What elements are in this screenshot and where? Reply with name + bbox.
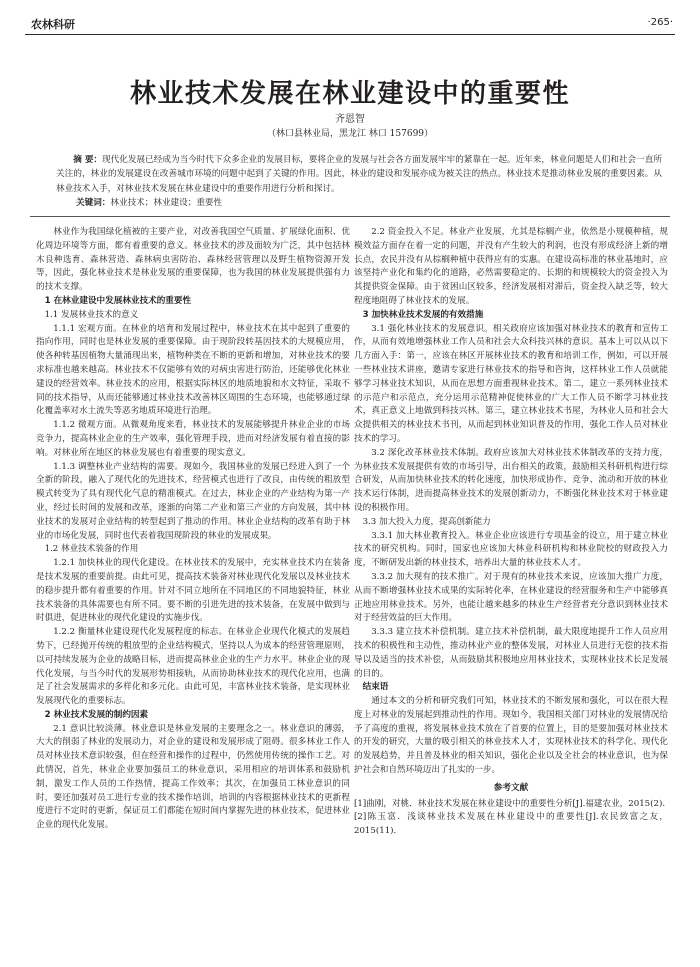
section-heading: 1 在林业建设中发展林业技术的重要性 [44,295,192,306]
paragraph: 通过本文的分析和研究我们可知，林业技术的不断发展和强化，可以在很大程度上对林业的发展起到推动性的作用。现如今，我国相关部门对林业的发展情况给予了高度的重视，将发展林业技术放在了首要的位置上，目的是要加强对林业技术的开发的研究，大量的吸引相关的林业技术人才，实现林业技术的科学化、现代化的发展趋势，并且普及林业的相关知识，强化企业以及全社会的林业意识，也为保护社会和自然环境迈出了扎实的一步。 [354,696,668,776]
page-number: ·265· [647,17,673,28]
section-heading: 结束语 [362,682,389,693]
paragraph: 1.1.2 微观方面。从微观角度来看，林业技术的发展能够提升林业企业的市场竞争力，提高林业企业的生产效率，强化管理手段，进而对经济发展有着直接的影响。对林业所在地区的林业发展也有着重要的现实意义。 [36,420,350,458]
journal-name: 农林科研 [31,18,75,31]
paragraph: 1.1.1 宏观方面。在林业的培育和发展过程中，林业技术在其中起到了重要的指向作用，同时也是林业发展的重要保障。由于现阶段转基因技术的大规模应用，使各种转基因植物大量涌现出来，植物种类在不断的更新和增加，对林业技术的要求标准也越来越高。林业技术不仅能够有效的对病虫害进行防治，还能够优化林业建设的经营效率。林业技术的应用，根据实际林区的地质地貌和水文特征，采取不同的技术指导，从而还能够通过林业技术改善林区周围的生态环境，也能够通过绿化覆盖率对水土流失等恶劣地质环境进行治理。 [36,323,350,417]
abstract-text: 现代化发展已经成为当今时代下众多企业的发展目标，要将企业的发展与社会各方面发展牢牢的紧靠在一起。近年来，林业问题是人们和社会一直所关注的，林业的发展建设在改善城市环境的问题中起到了关键的作用。因此，林业的建设和发展亦成为被关注的热点。林业技术是推动林业发展的重要因素。从林业技术入手，对林业技术发展在林业建设中的重要作用进行分析和探讨。 [56,155,662,194]
left-column [36,226,350,833]
abstract-label: 摘 要： [73,155,103,165]
subsection-heading: 1.1 发展林业技术的意义 [44,309,139,320]
abstract [56,153,662,196]
running-header [25,12,675,35]
article-title: 林业技术发展在林业建设中的重要性 [129,79,570,109]
paragraph: 2.2 资金投入不足。林业产业发展，尤其是棕榈产业，依然是小规模种植，规模效益方面存在着一定的问题，并没有产生较大的利润，也没有形成经济上新的增长点，农民并没有从棕榈种植中获得应有的实惠。在建设高标准的林业基地时，应该坚持产业化和集约化的道路，必然需要稳定的、长期的和规模较大的资金投入为其提供资金保障。由于贫困山区较多，经济发展相对滞后，资金投入缺乏等，较大程度地阻碍了林业技术的发展。 [354,227,668,306]
author-affiliation: （林口县林业局，黑龙江 林口 157699） [266,129,434,139]
paragraph: 林业作为我国绿化植被的主要产业，对改善我国空气质量、扩展绿化面积、优化周边环境等方面，都有着重要的意义。林业技术的涉及面较为广泛，其中包括林木良种选育、森林营造、森林病虫害防治、森林经营管理以及野生植物资源开发等，因此，强化林业技术是林业发展的重要保障，也为我国的林业发展提供强有力的技术支撑。 [36,227,350,293]
paragraph: 1.2.2 衡量林业建设现代化发展程度的标志。在林业企业现代化模式的发展趋势下，已经抛开传统的粗放型的企业结构模式，坚持以人为成本的经营管理原则，以可持续发展为企业的战略目标，进而提高林业企业的生产力水平。林业企业的现代化发展，与当今时代的发展形势相接轨，从而协助林业技术的现代化应用，也满足了社会发展需求的多样化和多元化。由此可见，丰富林业技术装备，是实现林业发展现代化的重要标志。 [36,627,350,707]
section-divider [30,216,670,217]
reference-item: [1]曲刚，对桃．林业技术发展在林业建设中的重要性分析[J].福建农业，2015(2). [354,798,666,809]
paragraph: 1.2.1 加快林业的现代化建设。在林业技术的发展中，充实林业技术内在装备是技术发展的重要前提。由此可见，提高技术装备对林业现代化发展以及林业技术的稳步提升都有着重要的作用。针对不同立地所在不同地区的不同地貌特征，林业技术装备的具体需要也有所不同。要不断的引进先进的技术装备，在发展中做到与时俱进，促进林业的现代化建设的实施步伐。 [36,558,350,624]
subsection-heading: 3.3 加大投入力度，提高创新能力 [362,516,491,527]
paragraph: 3.3.2 加大现有的技术推广。对于现有的林业技术来说，应该加大推广力度，从而不断增强林业技术成果的实际转化率，在林业建设的经营服务和生产中能够真正地应用林业技术。另外，也能让越来越多的林业生产经营者充分意识到林业技术对于经营效益的巨大作用。 [354,571,668,624]
keywords [76,196,222,208]
keywords-label: 关键词： [76,198,111,208]
paragraph: 2.1 意识比较淡薄。林业意识是林业发展的主要理念之一。林业意识的薄弱，大大的削弱了林业的发展动力，对企业的建设和发展形成了阻碍。很多林业工作人员对林业技术意识较强，但在经营和操作的过程中，仍然使用传统的操作工艺。对此情况，首先，林业企业要加强员工的林业意识，采用相应的培训体系和鼓励机制，激发工作人员的工作热情，提高工作效率；其次，在加强员工林业意识的同时，要还加强对员工进行专业的技术操作培训，培训的内容根据林业技术的更新程度进行不定时的更新，保证员工们都能在短时间内掌握先进的林业技术，促进林业企业的现代化发展。 [36,723,350,831]
keywords-text: 林业技术；林业建设；重要性 [110,198,223,208]
section-heading: 2 林业技术发展的制约因素 [44,709,149,720]
right-column [354,226,668,839]
author-name: 齐恩智 [335,114,365,125]
reference-item: [2]陈玉富．浅谈林业技术发展在林业建设中的重要性[J].农民致富之友，2015(11). [354,812,668,837]
paragraph: 1.1.3 调整林业产业结构的需要。现如今，我国林业的发展已经进入到了一个全新的阶段，融入了现代化的先进技术，经营模式也进行了改良，由传统的粗放型模式转变为了具有现代化气息的精准模式。在过去，林业企业的产业结构为第一产业，经过长时间的发展和改革，逐渐的向第二产业和第三产业的方向发展，其中林业技术的发展对企业结构的转型起到了推动的作用。林业企业结构的改革有助于林业的市场化发展，同时也代表着我国现阶段的林业的发展成果。 [36,461,350,541]
subsection-heading: 1.2 林业技术装备的作用 [44,544,139,555]
paragraph: 3.1 强化林业技术的发展意识。相关政府应该加强对林业技术的教育和宣传工作，从而有效地增强林业工作人员和社会大众科技兴林的意识。基本上可以从以下几方面入手：第一，应该在林区开展林业技术的教育和培训工作，例如，可以开展一些林业技术讲座，邀请专家进行林业技术的指导和咨询，这样林业工作人员就能够学习林业技术知识，从而在思想方面重视林业技术。第二，建立一系列林业技术的示范户和示范点，充分运用示范精神促使林业的广大工作人员不断学习林业技术，真正意义上地做到科技兴林。第三，建立林业技术书屋，为林业人员和社会大众提供相关的林业技术书刊，从而起到林业知识普及的作用，强化工作人员对林业技术的学习。 [354,323,668,444]
paragraph: 3.3.1 加大林业教育投入。林业企业应该进行专项基金的设立，用于建立林业技术的研究机构。同时，国家也应该加大林业科研机构和林业院校的财政投入力度，不断研发出新的林业技术，培养出大量的林业技术人才。 [354,530,668,569]
references-heading: 参考文献 [493,782,529,793]
section-heading: 3 加快林业技术发展的有效措施 [362,309,484,320]
paragraph: 3.2 深化改革林业技术体制。政府应该加大对林业技术体制改革的支持力度，为林业技术发展提供有效的市场引导，出台相关的政策，鼓励相关科研机构进行综合研发，从而加快林业技术的转化速度，加快形成协作、竞争、流动和开放的林业技术运行体制，进而提高林业技术的发展创新动力，不断强化林业技术对于林业建设的积极作用。 [354,447,668,513]
paragraph: 3.3.3 建立技术补偿机制。建立技术补偿机制，最大限度地提升工作人员应用技术的积极性和主动性，推动林业产业的整体发展，对林业人员进行无偿的技术指导以及适当的技术补偿，从而鼓励其积极地应用林业技术，实现林业技术长足发展的目的。 [354,627,668,679]
